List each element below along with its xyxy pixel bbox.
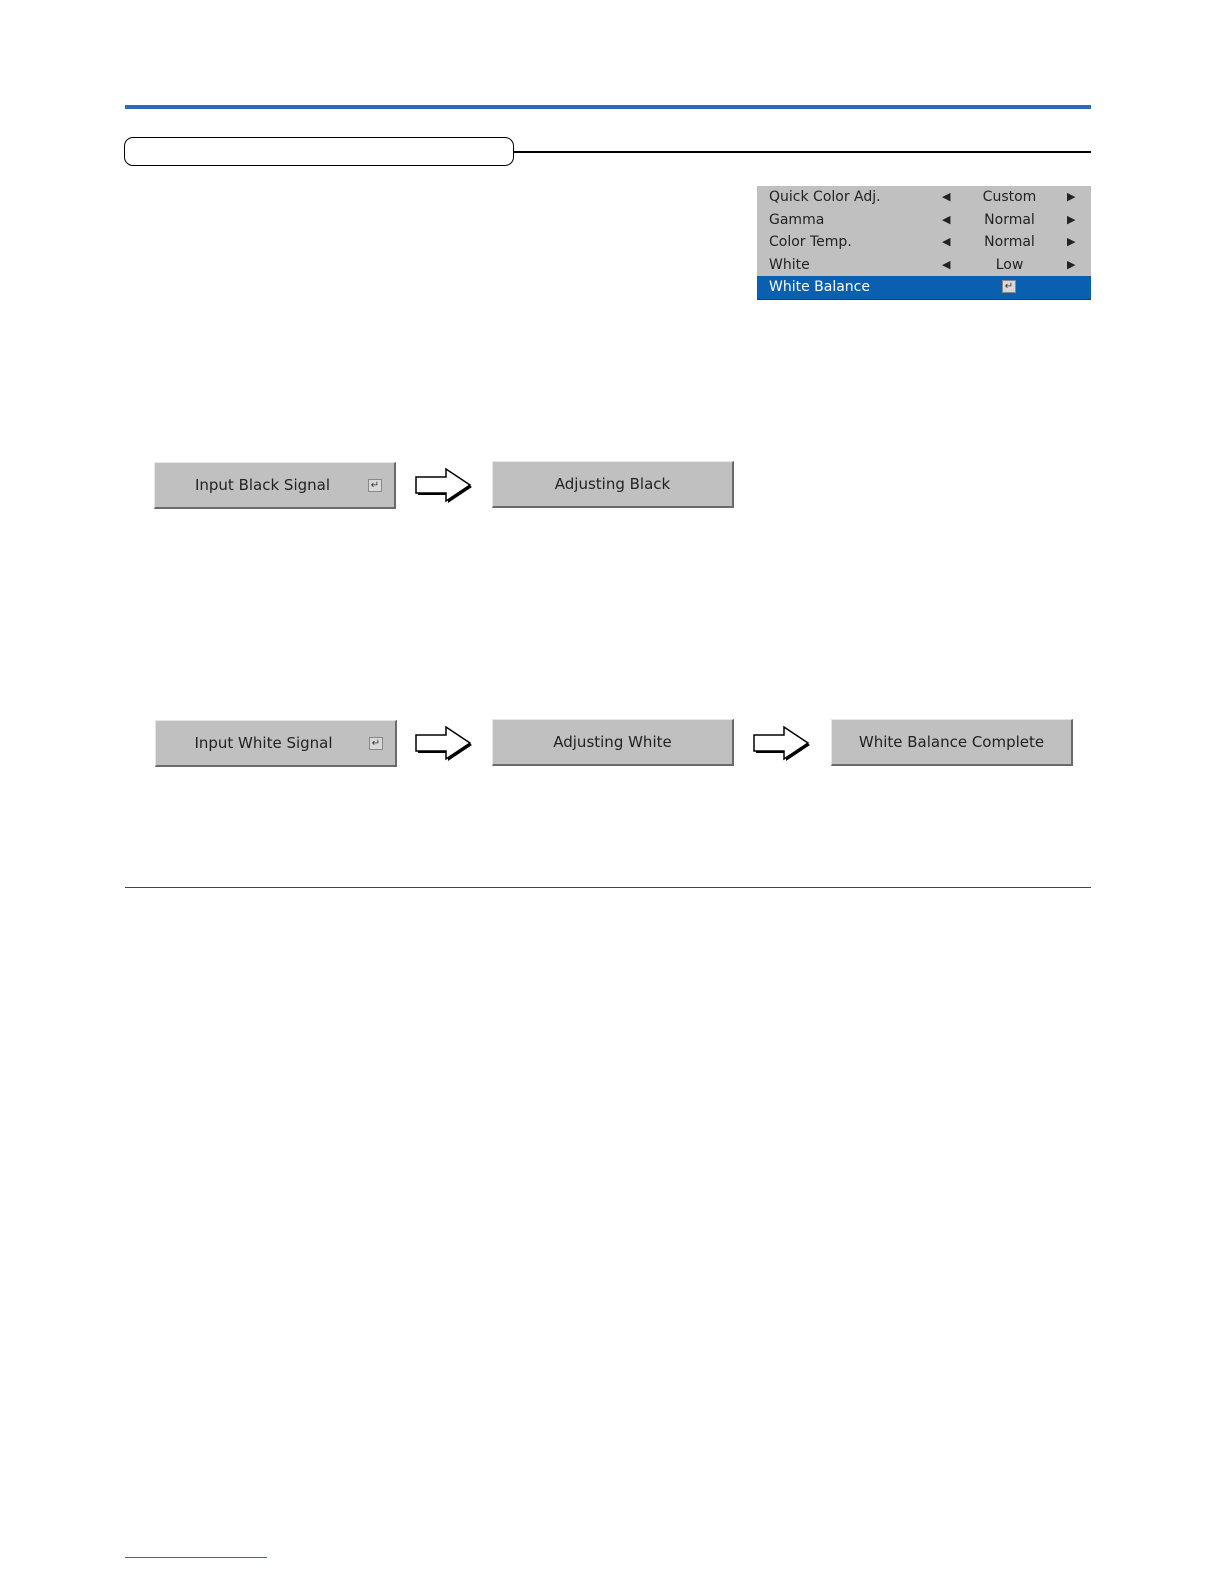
left-arrow-icon[interactable]: ◀	[942, 212, 951, 226]
right-arrow-icon[interactable]: ▶	[1067, 212, 1076, 226]
flow-step-label: Input White Signal	[194, 734, 333, 752]
menu-row-value: Low	[995, 256, 1024, 273]
right-arrow-icon[interactable]: ▶	[1067, 190, 1076, 203]
left-arrow-icon[interactable]: ◀	[942, 257, 951, 271]
header-rule	[125, 105, 1091, 109]
adjusting-white-box	[492, 719, 734, 766]
menu-row-label: White Balance	[769, 279, 870, 295]
left-arrow-icon[interactable]: ◀	[942, 235, 951, 248]
section-heading-tab	[124, 137, 514, 166]
right-arrow-icon[interactable]: ▶	[1067, 257, 1076, 271]
menu-row-label: Quick Color Adj.	[769, 189, 881, 205]
menu-row-label: White	[769, 256, 810, 273]
footer-link-underline[interactable]	[125, 1557, 267, 1558]
menu-row-value: Custom	[982, 189, 1037, 205]
adjusting-black-box	[492, 461, 734, 508]
flow-step-label: Input Black Signal	[194, 476, 331, 494]
right-arrow-icon	[414, 466, 476, 504]
enter-key-icon[interactable]: ↵	[1002, 280, 1016, 293]
menu-row-color-temp[interactable]	[757, 231, 1091, 254]
menu-row-quick-color-adj[interactable]	[757, 186, 1091, 209]
menu-row-label: Color Temp.	[769, 234, 852, 250]
flow-step-label: Adjusting White	[553, 733, 672, 751]
menu-row-value: Normal	[984, 211, 1035, 228]
menu-row-white-balance[interactable]	[757, 276, 1091, 299]
input-black-signal-box[interactable]	[154, 462, 396, 509]
white-balance-complete-box	[831, 719, 1073, 766]
right-arrow-icon	[752, 724, 814, 762]
enter-key-icon[interactable]: ↵	[369, 737, 383, 750]
section-heading-line	[514, 151, 1091, 153]
right-arrow-icon	[414, 724, 476, 762]
menu-row-white[interactable]	[757, 254, 1091, 277]
enter-key-icon[interactable]: ↵	[368, 479, 382, 492]
right-arrow-icon[interactable]: ▶	[1067, 235, 1076, 248]
flow-step-label: Adjusting Black	[554, 475, 671, 493]
input-white-signal-box[interactable]	[155, 720, 397, 767]
menu-row-label: Gamma	[769, 211, 825, 228]
menu-row-value: Normal	[984, 234, 1035, 250]
left-arrow-icon[interactable]: ◀	[942, 190, 951, 203]
flow-step-label: White Balance Complete	[858, 733, 1045, 751]
section-divider	[125, 887, 1091, 888]
menu-row-gamma[interactable]	[757, 209, 1091, 232]
osd-menu	[757, 186, 1091, 300]
